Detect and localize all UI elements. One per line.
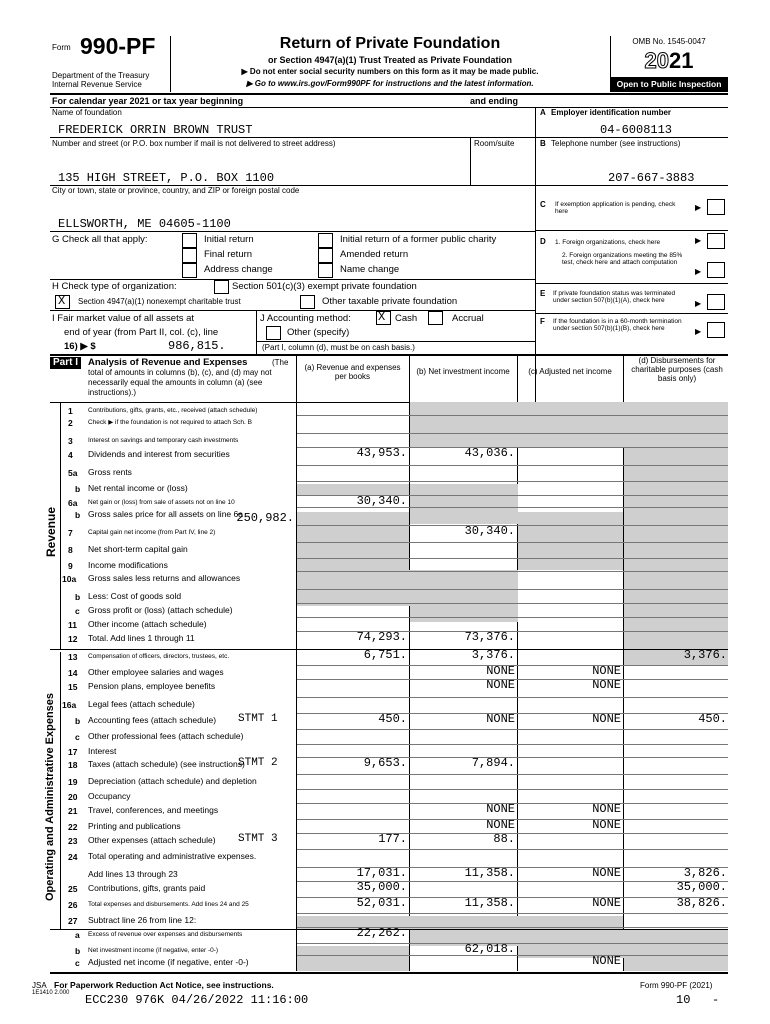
line-label: Interest on savings and temporary cash investments [88,437,239,444]
row-divider [297,617,728,618]
amended-return-label: Amended return [340,249,409,260]
phone-label: Telephone number (see instructions) [551,139,681,148]
f-letter: F [540,317,545,326]
col-a-value[interactable]: 450. [378,712,407,726]
line-label: Other expenses (attach schedule) [88,835,216,845]
phone-letter: B [540,139,546,148]
final-return-label: Final return [204,249,253,260]
line-number: b [75,716,81,726]
line-number: b [75,946,81,956]
row-divider [297,571,728,572]
and-ending-label: and ending [470,96,518,106]
calendar-year-label: For calendar year 2021 or tax year beginning [52,96,244,106]
row-divider [297,849,728,850]
row-divider [297,913,728,914]
city-value[interactable]: ELLSWORTH, ME 04605-1100 [58,217,231,231]
line-label: Other professional fees (attach schedule) [88,731,244,741]
line-label: Interest [88,746,117,756]
d1-checkbox[interactable] [707,233,725,249]
row-divider [297,542,728,543]
line-label: Gross sales price for all assets on line 6a [88,509,243,519]
name-change-checkbox[interactable] [318,263,333,278]
line-number: 2 [68,418,73,428]
revenue-side-label: Revenue [44,506,58,557]
d1-arrow-icon: ▶ [695,236,702,245]
line-number: c [75,606,80,616]
col-a-value[interactable]: 17,031. [356,866,407,880]
revenue-divider [50,649,728,650]
line-label: Total. Add lines 1 through 11 [88,633,195,643]
line-number: a [75,930,80,940]
paperwork-notice: For Paperwork Reduction Act Notice, see instructions. [54,980,274,990]
accrual-label: Accrual [452,313,484,324]
form-footer-ref: Form 990-PF (2021) [640,981,713,990]
line-label: Travel, conferences, and meetings [88,805,219,815]
other-taxable-checkbox[interactable] [300,295,315,309]
line-label: Capital gain net income (from Part IV, line 2) [88,529,216,536]
line-number: b [75,592,81,602]
col-a-value[interactable]: 30,340. [356,494,407,508]
initial-return-checkbox[interactable] [182,233,197,248]
line-label: Total operating and administrative expenses. [88,851,257,861]
irs: Internal Revenue Service [52,80,142,89]
row-divider [297,729,728,730]
col-c-value[interactable]: NONE [592,954,621,968]
h-label: H Check type of organization: [52,281,177,292]
col-c-value[interactable]: NONE [592,818,621,832]
line-label: Net rental income or (loss) [88,483,188,493]
line-number: 25 [68,884,78,894]
page-dash: - [712,993,720,1007]
col-a-value[interactable]: 52,031. [356,896,407,910]
line-number: 5a [68,468,78,478]
g-label: G Check all that apply: [52,234,148,245]
processing-stamp: ECC230 976K 04/26/2022 11:16:00 [85,993,309,1007]
c-checkbox[interactable] [707,199,725,215]
line-number: 24 [68,852,78,862]
col-a-value[interactable]: 177. [378,832,407,846]
col-d-value[interactable]: 38,826. [676,896,727,910]
line-number: 19 [68,777,78,787]
col-d-header: (d) Disbursements for charitable purposes (cash basis only) [631,356,723,383]
line-label: Other employee salaries and wages [88,667,224,677]
address-change-checkbox[interactable] [182,263,197,278]
f-checkbox[interactable] [707,322,725,338]
line-number: 1 [68,406,73,416]
omb-number: OMB No. 1545-0047 [632,37,706,46]
col-b-value[interactable]: 73,376. [464,630,515,644]
col-b-value[interactable]: NONE [486,678,515,692]
trust-4947-mark: X [58,294,66,308]
line-number: b [75,510,81,520]
line-label: Depreciation (attach schedule) and depletion [88,776,257,786]
room-suite-label: Room/suite [474,139,515,148]
ein-value[interactable]: 04-6008113 [600,123,673,137]
line-label: Adjusted net income (if negative, enter -0-) [88,957,249,967]
line-number: 15 [68,682,78,692]
c3-label: Section 501(c)(3) exempt private foundation [232,281,417,292]
line-number: 16a [62,700,77,710]
form-subtitle: or Section 4947(a)(1) Trust Treated as Private Foundation [267,55,513,65]
line-label: Add lines 13 through 23 [88,869,178,879]
line-label: Total expenses and disbursements. Add lines 24 and 25 [88,901,249,908]
page-number: 10 [676,993,691,1007]
col-d-value[interactable]: 3,826. [683,866,727,880]
line-number: 3 [68,436,73,446]
line-number: 22 [68,822,78,832]
e-arrow-icon: ▶ [695,299,702,308]
e-checkbox[interactable] [707,294,725,310]
row-divider [297,433,728,434]
cash-label: Cash [395,313,418,324]
line-number: b [75,484,81,494]
phone-value[interactable]: 207-667-3883 [608,171,695,185]
row-divider [297,774,728,775]
line-label: Occupancy [88,791,131,801]
open-inspection-banner: Open to Public Inspection [610,77,728,92]
row-divider [297,507,728,508]
row-divider [297,744,728,745]
c3-checkbox[interactable] [214,280,229,294]
form-number: 990-PF [80,33,156,59]
final-return-checkbox[interactable] [182,248,197,263]
e-letter: E [540,289,546,298]
name-change-label: Name change [340,264,400,275]
col-b-header: (b) Net investment income [416,367,510,376]
line-label: Legal fees (attach schedule) [88,699,195,709]
fmv-value[interactable]: 986,815. [168,339,226,353]
other-method-label: Other (specify) [287,327,350,338]
c-exemption-text: If exemption application is pending, check here [555,201,676,216]
form-word: Form [52,43,71,52]
inline-amount[interactable]: 250,982. [236,511,294,525]
col-c-header: (c) Adjusted net income [528,367,612,376]
col-b-value[interactable]: NONE [486,712,515,726]
col-c-value[interactable]: NONE [592,678,621,692]
col-b-value[interactable]: 88. [493,832,515,846]
d1-text: 1. Foreign organizations, check here [555,239,661,246]
tax-year: 2021 [644,48,694,73]
col-a-value[interactable]: 35,000. [356,880,407,894]
line-label: Contributions, gifts, grants, etc., received (attach schedule) [88,407,258,414]
f-arrow-icon: ▶ [695,327,702,336]
expenses-divider [50,929,728,930]
line-number: 23 [68,836,78,846]
line-label: Income modifications [88,560,168,570]
row-divider [297,789,728,790]
line-number: c [75,732,80,742]
col-b-value[interactable]: NONE [486,664,515,678]
ein-label: Employer identification number [551,108,672,117]
initial-return-label: Initial return [204,234,254,245]
line-label: Contributions, gifts, grants paid [88,883,206,893]
expenses-side-label: Operating and Administrative Expenses [44,692,56,901]
row-divider [297,558,728,559]
line-number: 8 [68,545,73,555]
line-label: Excess of revenue over expenses and disbursements [88,931,243,938]
col-c-value[interactable]: NONE [592,664,621,678]
row-divider [297,481,728,482]
line-number: 12 [68,634,78,644]
initial-former-label: Initial return of a former public charity [340,234,497,245]
line-label: Gross rents [88,467,132,477]
statement-ref: STMT 1 [238,713,278,725]
line-number: 20 [68,792,78,802]
col-d-value[interactable]: 450. [698,712,727,726]
line-label: Compensation of officers, directors, trustees, etc. [88,653,230,660]
d2-arrow-icon: ▶ [695,267,702,276]
line-number: 18 [68,760,78,770]
trust-4947-label: Section 4947(a)(1) nonexempt charitable trust [78,297,241,306]
col-b-value[interactable]: 3,376. [471,648,515,662]
fmv-line1: I Fair market value of all assets at [52,313,195,324]
col-c-value[interactable]: NONE [592,896,621,910]
line-number: 21 [68,806,78,816]
line-label: Subtract line 26 from line 12: [88,915,197,925]
line-number: 13 [68,652,78,662]
irs-link-note: ▶ Go to www.irs.gov/Form990PF for instructions and the latest information. [246,79,534,88]
line-number: 10a [62,574,77,584]
dept-treasury: Department of the Treasury [52,71,150,80]
d-letter: D [540,237,546,246]
other-taxable-label: Other taxable private foundation [322,296,458,307]
jsa-label: JSA [32,981,47,990]
line-label: Check ▶ if the foundation is not required to attach Sch. B [88,419,252,426]
col-a-header: (a) Revenue and expenses per books [304,363,401,381]
ssn-warning: ▶ Do not enter social security numbers on this form as it may be made public. [241,67,539,76]
part1-title-note: (The total of amounts in columns (b), (c), and (d) may not necessarily equal the amounts in column (a) (see instructions).) [88,358,289,397]
col-a-value[interactable]: 74,293. [356,630,407,644]
d2-text: 2. Foreign organizations meeting the 85% test, check here and attach computation [562,252,683,267]
e-text: If private foundation status was terminated under section 507(b)(1)(A), check here [553,290,676,305]
line-number: 14 [68,668,78,678]
other-method-checkbox[interactable] [266,326,281,340]
row-divider [297,465,728,466]
col-a-value[interactable]: 6,751. [363,648,407,662]
line-label: Pension plans, employee benefits [88,681,216,691]
line-label: Printing and publications [88,821,181,831]
part1-tag: Part I [50,357,81,369]
foundation-name-label: Name of foundation [52,108,122,117]
c-arrow-icon: ▶ [695,203,702,212]
col-c-value[interactable]: NONE [592,712,621,726]
line-label: Taxes (attach schedule) (see instructions) [88,759,245,769]
c-letter: C [540,200,546,209]
accrual-checkbox[interactable] [428,311,443,325]
amended-return-checkbox[interactable] [318,248,333,263]
row-divider [297,955,728,956]
cash-mark: X [378,310,386,324]
line-number: 11 [68,620,77,630]
col-d-value[interactable]: 3,376. [683,648,727,662]
col-b-value[interactable]: NONE [486,802,515,816]
col-a-value[interactable]: 22,262. [356,926,407,940]
col-c-value[interactable]: NONE [592,802,621,816]
line-label: Net short-term capital gain [88,544,188,554]
address-label: Number and street (or P.O. box number if mail is not delivered to street address) [52,139,336,148]
row-divider [297,697,728,698]
line-number: 27 [68,916,78,926]
line-label: Gross sales less returns and allowances [88,573,241,583]
line-label: Other income (attach schedule) [88,619,207,629]
j-label: J Accounting method: [260,313,351,324]
cash-basis-note: (Part I, column (d), must be on cash basis.) [262,343,415,352]
col-a-value[interactable]: 9,653. [363,756,407,770]
col-b-value[interactable]: 11,358. [464,866,515,880]
d2-checkbox[interactable] [707,262,725,278]
line-label: Net gain or (loss) from sale of assets not on line 10 [88,499,235,506]
col-c-value[interactable]: NONE [592,866,621,880]
city-label: City or town, state or province, country, and ZIP or foreign postal code [52,186,300,195]
line-label: Dividends and interest from securities [88,449,230,459]
col-b-value[interactable]: 7,894. [471,756,515,770]
foundation-name[interactable]: FREDERICK ORRIN BROWN TRUST [58,123,253,137]
col-b-value[interactable]: 43,036. [464,446,515,460]
line-number: 9 [68,561,73,571]
col-b-value[interactable]: NONE [486,818,515,832]
col-b-value[interactable]: 30,340. [464,524,515,538]
row-divider [297,415,728,416]
col-a-value[interactable]: 43,953. [356,446,407,460]
col-b-value[interactable]: 11,358. [464,896,515,910]
row-divider [297,589,728,590]
row-divider [297,603,728,604]
address-change-label: Address change [204,264,273,275]
fmv-line3: 16) ▶ $ [64,341,96,352]
col-d-value[interactable]: 35,000. [676,880,727,894]
line-number: 26 [68,900,78,910]
line-number: 17 [68,747,78,757]
fmv-line2: end of year (from Part II, col. (c), line [64,327,219,338]
line-number: 6a [68,498,78,508]
line-label: Less: Cost of goods sold [88,591,182,601]
line-number: c [75,958,80,968]
line-number: 7 [68,528,73,538]
jsa-code: 1E1410 2.000 [32,990,70,996]
line-number: 4 [68,450,73,460]
f-text: If the foundation is in a 60-month termination under section 507(b)(1)(B), check here [553,318,682,333]
line-label: Net investment income (if negative, enter -0-) [88,947,219,954]
statement-ref: STMT 3 [238,833,278,845]
ein-letter: A [540,108,546,117]
street-address[interactable]: 135 HIGH STREET, P.O. BOX 1100 [58,171,275,185]
line-label: Gross profit or (loss) (attach schedule) [88,605,233,615]
form-title: Return of Private Foundation [279,35,501,52]
part1-title: Analysis of Revenue and Expenses [88,357,248,368]
col-b-value[interactable]: 62,018. [464,942,515,956]
line-label: Accounting fees (attach schedule) [88,715,217,725]
statement-ref: STMT 2 [238,757,278,769]
initial-former-checkbox[interactable] [318,233,333,248]
